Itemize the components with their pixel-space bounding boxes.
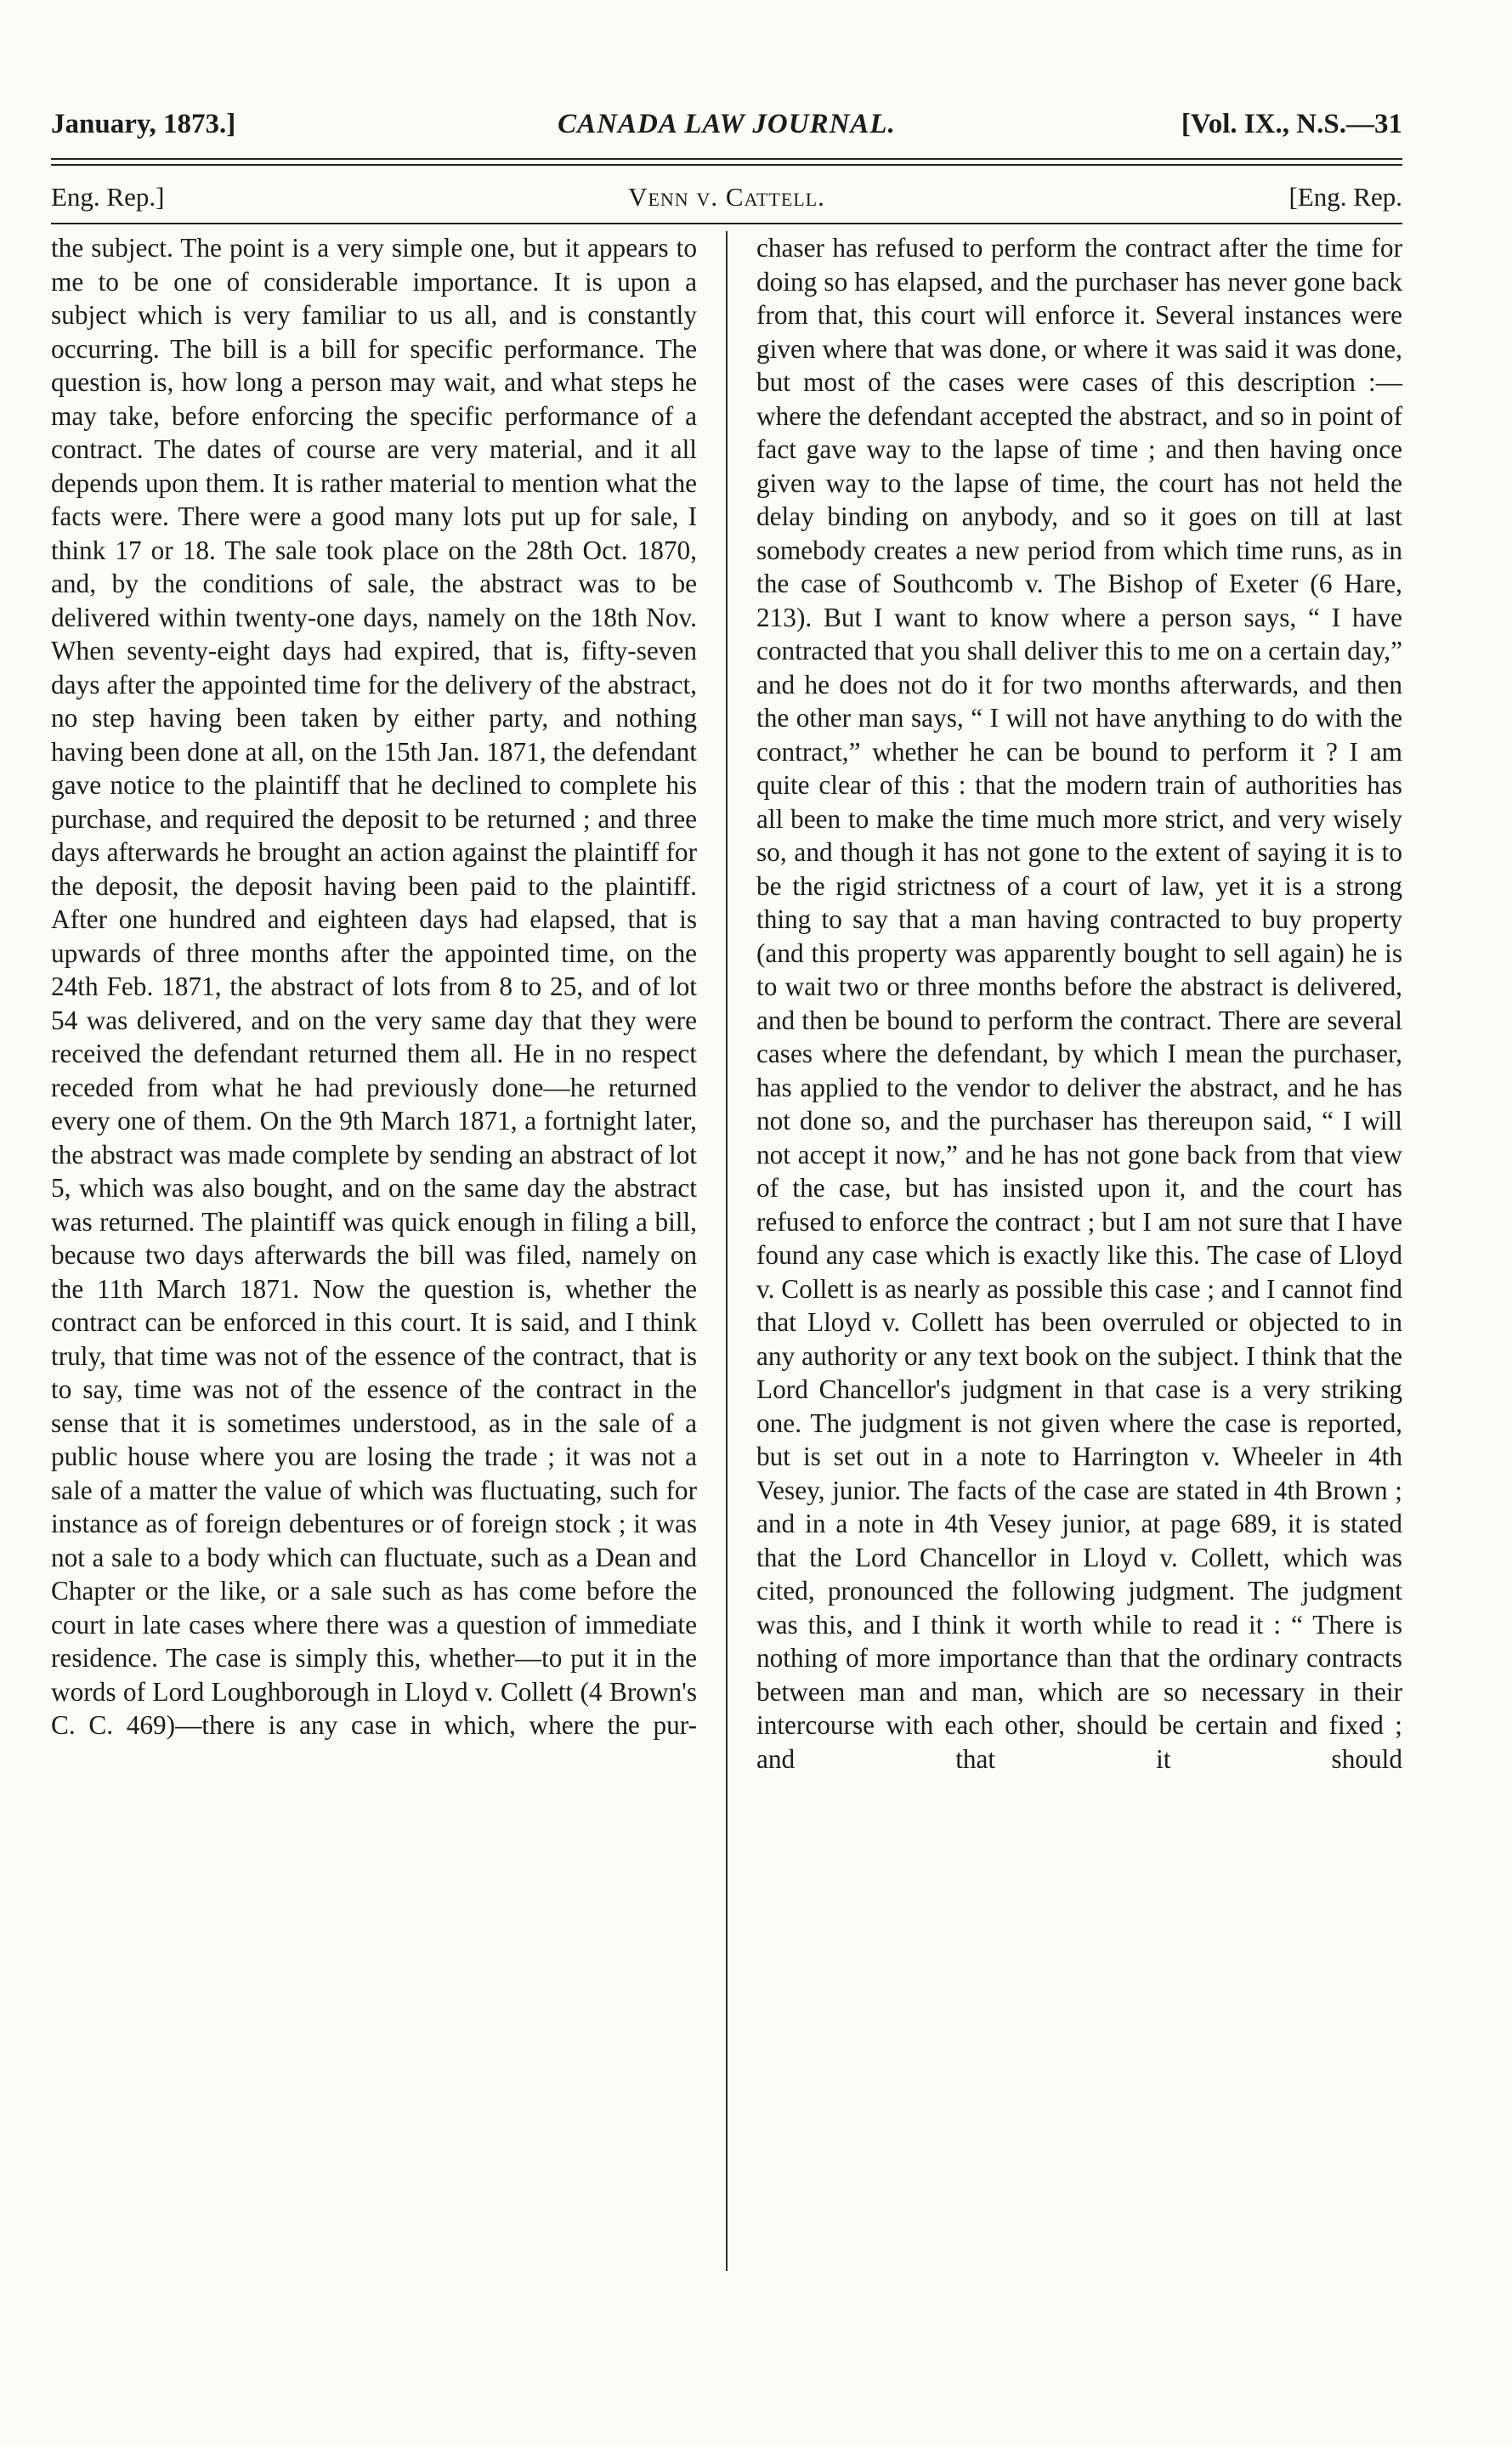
journal-page xyxy=(51,0,1402,2447)
right-column xyxy=(756,231,1402,1776)
column-divider xyxy=(726,231,728,2271)
right-column-text: chaser has refused to perform the contract after the time for doing so has elapsed, and the purchaser has never gone back from that, this court will enforce it. Several instances were given where that was done, or where it was said it was done, but most of the cases were cases of this description :—where the defendant accepted the abstract, and so in point of fact gave way to the lapse of time ; and then having once given way to the lapse of time, the court has not held the delay binding on anybody, and so it goes on till at last somebody creates a new period from which time runs, as in the case of Southcomb v. The Bishop of Exeter (6 Hare, 213). But I want to know where a person says, “ I have contracted that you shall deliver this to me on a certain day,” and he does not do it for two months afterwards, and then the other man says, “ I will not have anything to do with the contract,” whether he can be bound to perform it ? I am quite clear of this : that the modern train of authorities has all been to make the time much more strict, and very wisely so, and though it has not gone to the extent of saying it is to be the rigid strictness of a court of law, yet it is a strong thing to say that a man having contracted to buy property (and this property was apparently bought to sell again) he is to wait two or three months before the abstract is delivered, and then be bound to perform the contract. There are several cases where the defendant, by which I mean the purchaser, has applied to the vendor to deliver the abstract, and he has not done so, and the purchaser has thereupon said, “ I will not accept it now,” and he has not gone back from that view of the case, but has insisted upon it, and the court has refused to enforce the contract ; but I am not sure that I have found any case which is exactly like this. The case of Lloyd v. Collett is as nearly as possible this case ; and I cannot find that Lloyd v. Collett has been overruled or objected to in any authority or any text book on the subject. I think that the Lord Chancellor's judgment in that case is a very striking one. The judgment is not given where the case is reported, but is set out in a note to Harrington v. Wheeler in 4th Vesey, junior. The facts of the case are stated in 4th Brown ; and in a note in 4th Vesey junior, at page 689, it is stated that the Lord Chancellor in Lloyd v. Collett, which was cited, pronounced the following judgment. The judgment was this, and I think it worth while to read it : “ There is nothing of more importance than that the ordinary contracts between man and man, which are so necessary in their intercourse with each other, should be certain and fixed ; and that it should xyxy=(756,233,1402,1774)
issue-date: January, 1873.] xyxy=(51,109,236,139)
journal-title: CANADA LAW JOURNAL. xyxy=(558,109,896,139)
running-head xyxy=(51,109,1402,146)
header-double-rule xyxy=(51,158,1402,166)
case-header-rule xyxy=(51,223,1402,224)
left-column-text: the subject. The point is a very simple one, but it appears to me to be one of considerable importance. It is upon a subject which is very familiar to us all, and is constantly occurring. The bill is a bill for specific performance. The question is, how long a person may wait, and what steps he may take, before enforcing the specific performance of a contract. The dates of course are very material, and it all depends upon them. It is rather material to mention what the facts were. There were a good many lots put up for sale, I think 17 or 18. The sale took place on the 28th Oct. 1870, and, by the conditions of sale, the abstract was to be delivered within twenty-one days, namely on the 18th Nov. When seventy-eight days had expired, that is, fifty-seven days after the appointed time for the delivery of the abstract, no step having been taken by either party, and nothing having been done at all, on the 15th Jan. 1871, the defendant gave notice to the plaintiff that he declined to complete his purchase, and required the deposit to be returned ; and three days afterwards he brought an action against the plaintiff for the deposit, the deposit having been paid to the plaintiff. After one hundred and eighteen days had elapsed, that is upwards of three months after the appointed time, on the 24th Feb. 1871, the abstract of lots from 8 to 25, and of lot 54 was delivered, and on the very same day that they were received the defendant returned them all. He in no respect receded from what he had previously done—he returned every one of them. On the 9th March 1871, a fortnight later, the abstract was made complete by sending an abstract of lot 5, which was also bought, and on the same day the abstract was returned. The plaintiff was quick enough in filing a bill, because two days afterwards the bill was filed, namely on the 11th March 1871. Now the question is, whether the contract can be enforced in this court. It is said, and I think truly, that time was not of the essence of the contract, that is to say, time was not of the essence of the contract in the sense that it is sometimes understood, as in the sale of a public house where you are losing the trade ; it was not a sale of a matter the value of which was fluctuating, such for instance as of foreign debentures or of foreign stock ; it was not a sale to a body which can fluctuate, such as a Dean and Chapter or the like, or a sale such as has come before the court in late cases where there was a question of immediate residence. The case is simply this, whether—to put it in the words of Lord Loughborough in Lloyd v. Collett (4 Brown's C. C. 469)—there is any case in which, where the pur- xyxy=(51,233,697,1740)
case-title: Venn v. Cattell. xyxy=(628,182,825,212)
left-column xyxy=(51,231,697,1742)
volume-page-number: [Vol. IX., N.S.—31 xyxy=(1181,109,1402,139)
case-header xyxy=(51,182,1402,218)
report-series-left: Eng. Rep.] xyxy=(51,182,165,212)
report-series-right: [Eng. Rep. xyxy=(1288,182,1402,212)
